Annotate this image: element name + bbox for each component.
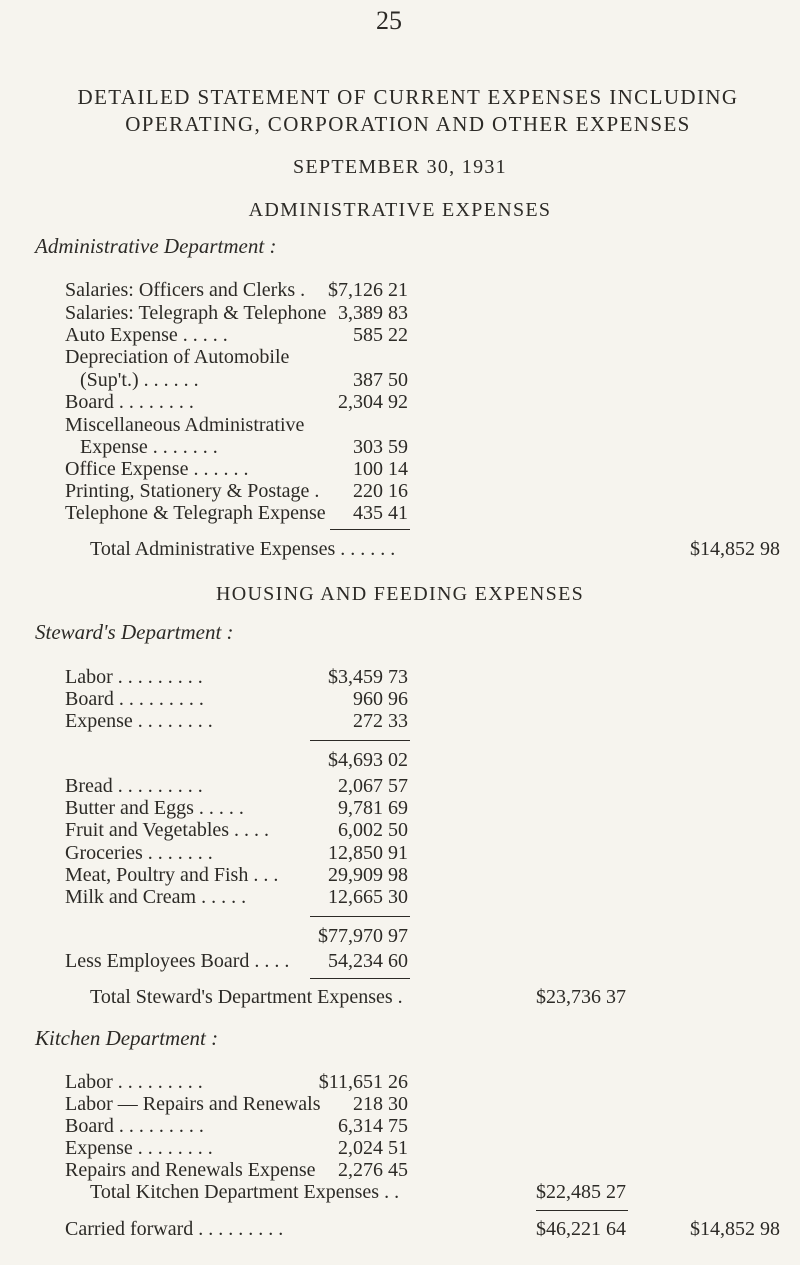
steward-item-label: Meat, Poultry and Fish . . . — [65, 864, 279, 886]
admin-item-amount: 435 41 — [353, 502, 408, 524]
kitchen-item-label: Board . . . . . . . . . — [65, 1115, 204, 1137]
admin-section-heading: ADMINISTRATIVE EXPENSES — [248, 199, 552, 221]
carried-forward-amount-mid: $46,221 64 — [536, 1218, 626, 1240]
admin-item-label: Salaries: Telegraph & Telephone — [65, 302, 327, 324]
admin-item-label: Board . . . . . . . . — [65, 391, 194, 413]
steward-item-label: Bread . . . . . . . . . — [65, 775, 203, 797]
steward-item-amount: 9,781 69 — [338, 797, 408, 819]
steward-subtotal-2: $77,970 97 — [318, 925, 408, 947]
admin-item-amount: 220 16 — [353, 480, 408, 502]
kitchen-item-label: Repairs and Renewals Expense — [65, 1159, 316, 1181]
kitchen-total-amount: $22,485 27 — [536, 1181, 626, 1203]
admin-item-amount: 387 50 — [353, 369, 408, 391]
kitchen-department-heading: Kitchen Department : — [35, 1026, 219, 1050]
statement-date: SEPTEMBER 30, 1931 — [293, 156, 507, 178]
steward-item-amount: 960 96 — [353, 688, 408, 710]
kitchen-item-label: Labor . . . . . . . . . — [65, 1071, 203, 1093]
steward-item-amount: 12,665 30 — [328, 886, 408, 908]
admin-item-amount: 3,389 83 — [338, 302, 408, 324]
steward-item-label: Labor . . . . . . . . . — [65, 666, 203, 688]
admin-item-label: Depreciation of Automobile — [65, 346, 290, 368]
steward-item-amount: 12,850 91 — [328, 842, 408, 864]
steward-less-amount: 54,234 60 — [328, 950, 408, 972]
steward-rule — [310, 916, 410, 917]
admin-rule — [330, 529, 410, 530]
title-line-1: DETAILED STATEMENT OF CURRENT EXPENSES INCLUDING — [77, 85, 739, 109]
admin-item-label: Auto Expense . . . . . — [65, 324, 228, 346]
title-line-2: OPERATING, CORPORATION AND OTHER EXPENSES — [125, 112, 691, 136]
kitchen-item-amount: 218 30 — [353, 1093, 408, 1115]
page-number: 25 — [376, 6, 402, 35]
kitchen-rule — [536, 1210, 628, 1211]
steward-department-heading: Steward's Department : — [35, 620, 234, 644]
admin-department-heading: Administrative Department : — [35, 234, 277, 258]
steward-item-label: Groceries . . . . . . . — [65, 842, 213, 864]
carried-forward-amount-right: $14,852 98 — [690, 1218, 780, 1240]
steward-item-label: Milk and Cream . . . . . — [65, 886, 247, 908]
admin-item-amount: 585 22 — [353, 324, 408, 346]
kitchen-item-amount: 2,024 51 — [338, 1137, 408, 1159]
carried-forward-label: Carried forward . . . . . . . . . — [65, 1218, 284, 1240]
admin-item-amount: 2,304 92 — [338, 391, 408, 413]
kitchen-item-amount: 2,276 45 — [338, 1159, 408, 1181]
kitchen-item-label: Labor — Repairs and Renewals — [65, 1093, 321, 1115]
housing-section-heading: HOUSING AND FEEDING EXPENSES — [215, 583, 585, 605]
steward-item-label: Fruit and Vegetables . . . . — [65, 819, 270, 841]
kitchen-item-label: Expense . . . . . . . . — [65, 1137, 213, 1159]
kitchen-total-label: Total Kitchen Department Expenses . . — [90, 1181, 400, 1203]
admin-item-label: Printing, Stationery & Postage . — [65, 480, 320, 502]
steward-total-label: Total Steward's Department Expenses . — [90, 986, 403, 1008]
steward-total-amount: $23,736 37 — [536, 986, 626, 1008]
admin-item-label: Expense . . . . . . . — [80, 436, 218, 458]
admin-item-label: Telephone & Telegraph Expense — [65, 502, 326, 524]
steward-subtotal-1: $4,693 02 — [328, 749, 408, 771]
steward-less-label: Less Employees Board . . . . — [65, 950, 290, 972]
kitchen-item-amount: 6,314 75 — [338, 1115, 408, 1137]
steward-item-label: Board . . . . . . . . . — [65, 688, 204, 710]
steward-item-amount: 6,002 50 — [338, 819, 408, 841]
steward-item-amount: 2,067 57 — [338, 775, 408, 797]
admin-item-label: Miscellaneous Administrative — [65, 414, 305, 436]
admin-item-amount: 100 14 — [353, 458, 408, 480]
admin-item-amount: $7,126 21 — [328, 279, 408, 301]
admin-total-label: Total Administrative Expenses . . . . . . — [90, 538, 396, 560]
admin-item-label: Office Expense . . . . . . — [65, 458, 249, 480]
admin-item-label: (Sup't.) . . . . . . — [80, 369, 199, 391]
admin-item-label: Salaries: Officers and Clerks . — [65, 279, 306, 301]
kitchen-item-amount: $11,651 26 — [318, 1071, 408, 1093]
admin-total-amount: $14,852 98 — [690, 538, 780, 560]
steward-rule — [310, 978, 410, 979]
steward-item-label: Expense . . . . . . . . — [65, 710, 213, 732]
steward-item-amount: 272 33 — [353, 710, 408, 732]
steward-item-amount: 29,909 98 — [328, 864, 408, 886]
steward-item-amount: $3,459 73 — [328, 666, 408, 688]
admin-item-amount: 303 59 — [353, 436, 408, 458]
steward-rule — [310, 740, 410, 741]
steward-item-label: Butter and Eggs . . . . . — [65, 797, 244, 819]
